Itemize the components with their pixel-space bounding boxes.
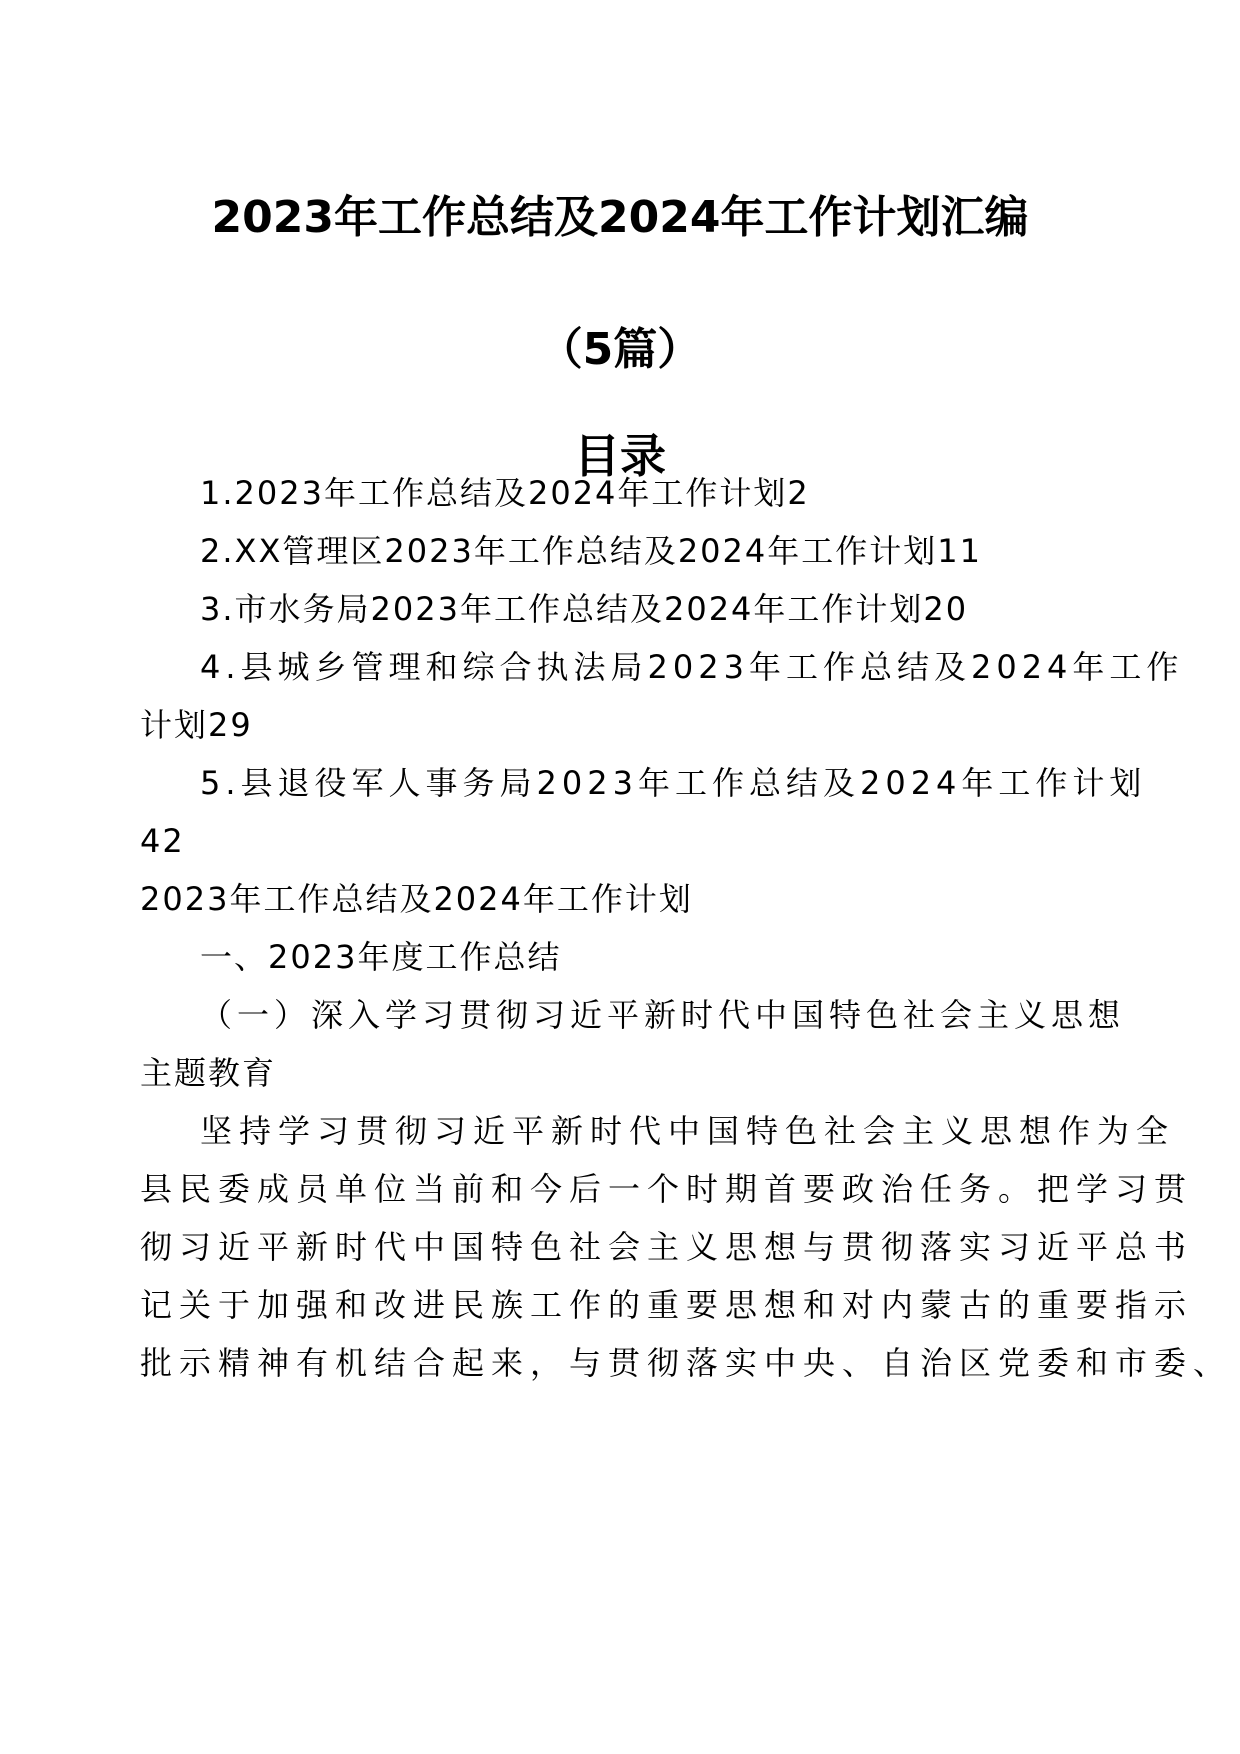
body-line-3: 彻习近平新时代中国特色社会主义思想与贯彻落实习近平总书 xyxy=(140,1228,1194,1266)
subheading-continued: 主题教育 xyxy=(140,1054,277,1092)
body-line-4: 记关于加强和改进民族工作的重要思想和对内蒙古的重要指示 xyxy=(140,1286,1194,1324)
toc-item-5[interactable]: 5.县退役军人事务局2023年工作总结及2024年工作计划 xyxy=(200,764,1147,802)
heading-1: 一、2023年度工作总结 xyxy=(200,938,562,976)
body-line-1: 坚持学习贯彻习近平新时代中国特色社会主义思想作为全 xyxy=(200,1112,1176,1150)
toc-item-4[interactable]: 4.县城乡管理和综合执法局2023年工作总结及2024年工作 xyxy=(200,648,1184,686)
subheading: （一）深入学习贯彻习近平新时代中国特色社会主义思想 xyxy=(200,996,1126,1034)
toc-item-2[interactable]: 2.XX管理区2023年工作总结及2024年工作计划11 xyxy=(200,532,982,570)
toc-heading: 目录 xyxy=(574,429,666,483)
toc-item-4-continued[interactable]: 计划29 xyxy=(140,706,253,744)
toc-item-1[interactable]: 1.2023年工作总结及2024年工作计划2 xyxy=(200,474,810,512)
body-line-5: 批示精神有机结合起来，与贯彻落实中央、自治区党委和市委、 xyxy=(140,1344,1233,1382)
toc-item-3[interactable]: 3.市水务局2023年工作总结及2024年工作计划20 xyxy=(200,590,969,628)
document-subtitle: （5篇） xyxy=(538,324,702,375)
body-line-2: 县民委成员单位当前和今后一个时期首要政治任务。把学习贯 xyxy=(140,1170,1194,1208)
document-title: 2023年工作总结及2024年工作计划汇编 xyxy=(211,192,1029,243)
toc-item-5-continued[interactable]: 42 xyxy=(140,822,185,860)
section-title: 2023年工作总结及2024年工作计划 xyxy=(140,880,693,918)
